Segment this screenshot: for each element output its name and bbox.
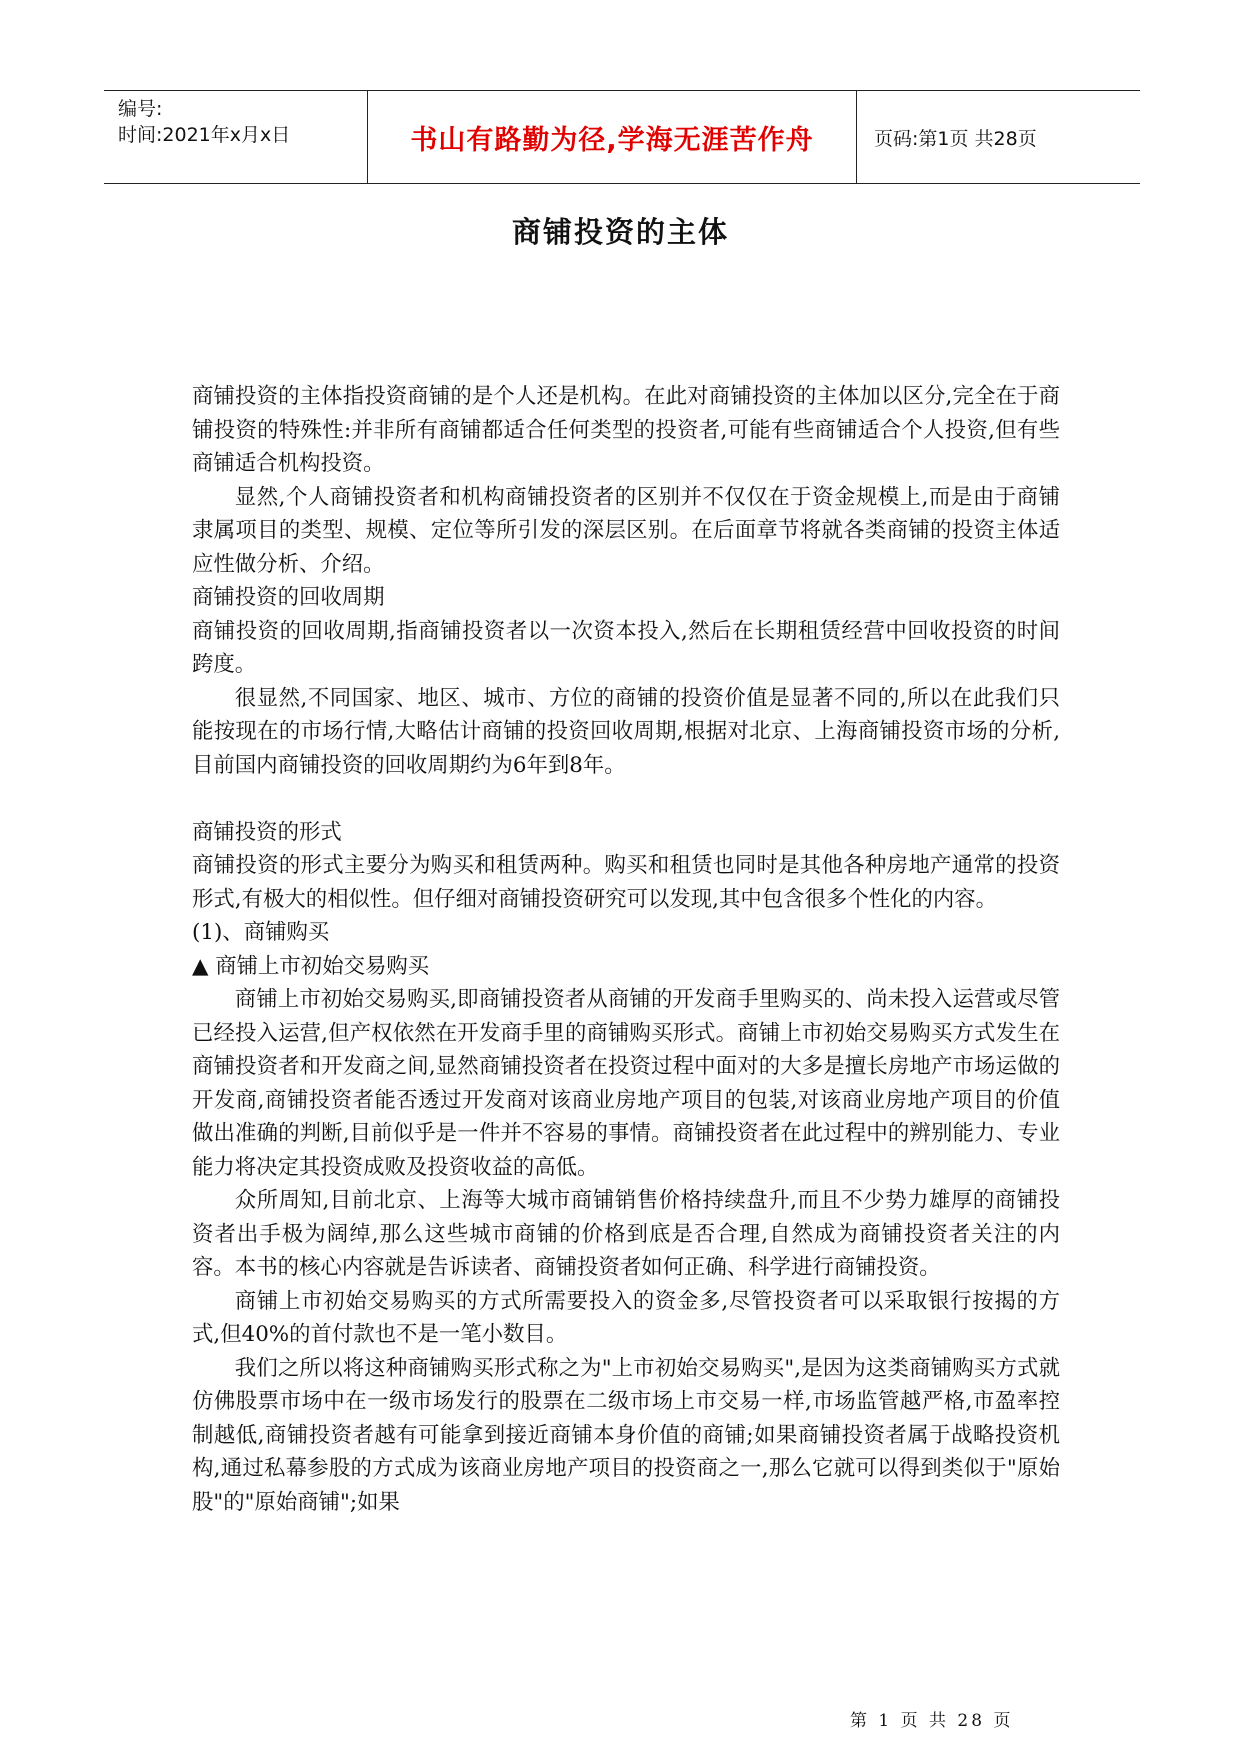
- section-heading: 商铺投资的回收周期: [192, 585, 385, 610]
- document-title: 商铺投资的主体: [511, 215, 729, 249]
- section-heading: 商铺投资的形式: [192, 819, 342, 845]
- paragraph: 显然,个人商铺投资者和机构商铺投资者的区别并不仅仅在于资金规模上,而是由于商铺隶属项目的类型、规模、定位等所引发的深层区别。在后面章节将就各类商铺的投资主体适应性做分析、介绍。: [192, 484, 1060, 577]
- document-body: [192, 380, 1060, 1519]
- document-number-label: 编号:: [118, 98, 163, 120]
- paragraph: 商铺投资的主体指投资商铺的是个人还是机构。在此对商铺投资的主体加以区分,完全在于商铺投资的特殊性:并非所有商铺都适合任何类型的投资者,可能有些商铺适合个人投资,但有些商铺适合机构投资。: [192, 384, 1060, 476]
- header-divider: [856, 91, 857, 183]
- paragraph: 商铺投资的形式主要分为购买和租赁两种。购买和租赁也同时是其他各种房地产通常的投资形式,有极大的相似性。但仔细对商铺投资研究可以发现,其中包含很多个性化的内容。: [192, 853, 1060, 912]
- page-footer: 第 1 页 共 28 页: [850, 1711, 1014, 1731]
- paragraph: 商铺投资的回收周期,指商铺投资者以一次资本投入,然后在长期租赁经营中回收投资的时间跨度。: [192, 618, 1060, 677]
- header-page-code: 页码:第1页 共28页: [874, 127, 1037, 150]
- document-time-label: 时间:2021年x月x日: [118, 124, 291, 146]
- header-motto: 书山有路勤为径,学海无涯苦作舟: [410, 124, 814, 156]
- paragraph: 我们之所以将这种商铺购买形式称之为"上市初始交易购买",是因为这类商铺购买方式就仿佛股票市场中在一级市场发行的股票在二级市场上市交易一样,市场监管越严格,市盈率控制越低,商铺投资者越有可能拿到接近商铺本身价值的商铺;如果商铺投资者属于战略投资机构,通过私幕参股的方式成为该商业房地产项目的投资商之一,那么它就可以得到类似于"原始股"的"原始商铺";如果: [192, 1355, 1060, 1515]
- subsection-heading: (1)、商铺购买: [192, 920, 330, 945]
- paragraph: 商铺上市初始交易购买的方式所需要投入的资金多,尽管投资者可以采取银行按揭的方式,但40%的首付款也不是一笔小数目。: [192, 1288, 1060, 1347]
- paragraph: 很显然,不同国家、地区、城市、方位的商铺的投资价值是显著不同的,所以在此我们只能按现在的市场行情,大略估计商铺的投资回收周期,根据对北京、上海商铺投资市场的分析,目前国内商铺投资的回收周期约为6年到8年。: [192, 685, 1060, 778]
- blank-line: [192, 782, 1060, 816]
- bullet-heading: ▲ 商铺上市初始交易购买: [192, 953, 430, 979]
- document-header: [104, 90, 1140, 184]
- paragraph: 商铺上市初始交易购买,即商铺投资者从商铺的开发商手里购买的、尚未投入运营或尽管已经投入运营,但产权依然在开发商手里的商铺购买形式。商铺上市初始交易购买方式发生在商铺投资者和开发商之间,显然商铺投资者在投资过程中面对的大多是擅长房地产市场运做的开发商,商铺投资者能否透过开发商对该商业房地产项目的包装,对该商业房地产项目的价值做出准确的判断,目前似乎是一件并不容易的事情。商铺投资者在此过程中的辨别能力、专业能力将决定其投资成败及投资收益的高低。: [192, 987, 1060, 1180]
- paragraph: 众所周知,目前北京、上海等大城市商铺销售价格持续盘升,而且不少势力雄厚的商铺投资者出手极为阔绰,那么这些城市商铺的价格到底是否合理,自然成为商铺投资者关注的内容。本书的核心内容就是告诉读者、商铺投资者如何正确、科学进行商铺投资。: [192, 1188, 1060, 1280]
